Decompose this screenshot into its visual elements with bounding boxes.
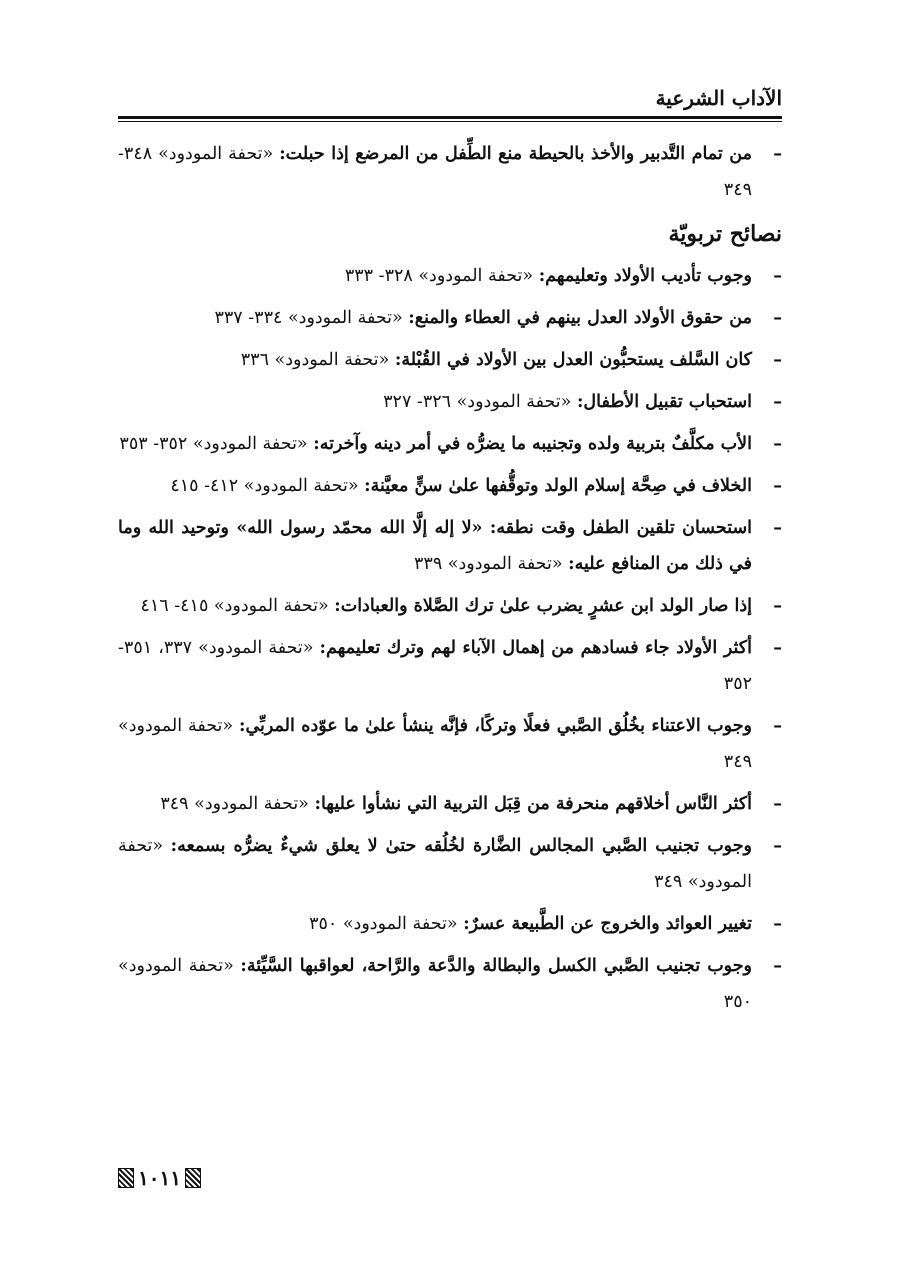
entry-text: وجوب تجنيب الصَّبي الكسل والبطالة والدَّعة والرَّاحة، لعواقبها السَّيِّئة: xyxy=(240,956,752,976)
index-entry xyxy=(118,258,782,294)
index-entry xyxy=(118,300,782,336)
entry-reference: «تحفة المودود» ٣٣٩ xyxy=(414,554,563,574)
entry-text: وجوب تأديب الأولاد وتعليمهم: xyxy=(538,266,752,286)
entry-dash: – xyxy=(773,716,782,736)
index-entry xyxy=(118,510,782,582)
entry-reference: «تحفة المودود» ٣٣٦ xyxy=(240,350,390,370)
ornament-icon xyxy=(118,1168,134,1188)
index-entry xyxy=(118,630,782,702)
section-title: نصائح تربويّة xyxy=(668,221,782,247)
entry-text: الخلاف في صِحَّة إسلام الولد وتوقُّفها علىٰ سنٍّ معيَّنة: xyxy=(364,476,752,496)
entry-dash: – xyxy=(773,392,782,412)
entry-dash: – xyxy=(773,794,782,814)
header-rule-thin xyxy=(118,121,782,122)
entry-text: استحباب تقبيل الأطفال: xyxy=(576,392,752,412)
entry-dash: – xyxy=(773,308,782,328)
entry-dash: – xyxy=(773,914,782,934)
index-entry xyxy=(118,948,782,1020)
index-entry xyxy=(118,468,782,504)
page xyxy=(118,84,782,1192)
entry-text: إذا صار الولد ابن عشرٍ يضرب علىٰ ترك الصَّلاة والعبادات: xyxy=(334,596,752,616)
entry-dash: – xyxy=(773,144,782,164)
index-entry xyxy=(118,384,782,420)
index-entry xyxy=(118,906,782,942)
header-rule-thick xyxy=(118,116,782,119)
index-entry xyxy=(118,708,782,780)
entry-text: وجوب تجنيب الصَّبي المجالس الضَّارة لخُلُقه حتىٰ لا يعلق شيءٌ يضرُّه بسمعه: xyxy=(170,836,752,856)
entry-dash: – xyxy=(773,836,782,856)
page-number xyxy=(118,1166,201,1190)
entry-reference: «تحفة المودود» ٤١٥- ٤١٦ xyxy=(140,596,329,616)
entry-dash: – xyxy=(773,638,782,658)
ornament-icon xyxy=(185,1168,201,1188)
entry-text: تغيير العوائد والخروج عن الطَّبيعة عسرٌ: xyxy=(463,914,752,934)
entry-dash: – xyxy=(773,956,782,976)
entry-reference: «تحفة المودود» ٣٥٢- ٣٥٣ xyxy=(119,434,308,454)
page-number-text: ١٠١١ xyxy=(138,1166,181,1190)
index-entry xyxy=(118,786,782,822)
entry-dash: – xyxy=(773,350,782,370)
entry-reference: «تحفة المودود» ٣٥٠ xyxy=(309,914,458,934)
entry-reference: «تحفة المودود» ٣٤٩ xyxy=(118,716,752,772)
index-entry xyxy=(118,342,782,378)
index-entry xyxy=(118,136,782,208)
entry-text: أكثر الأولاد جاء فسادهم من إهمال الآباء لهم وترك تعليمهم: xyxy=(319,638,752,658)
entry-reference: «تحفة المودود» ٣٤٩ xyxy=(118,836,752,892)
entry-list xyxy=(118,258,782,1020)
entry-text: كان السَّلف يستحبُّون العدل بين الأولاد في القُبْلة: xyxy=(394,350,752,370)
entry-reference: «تحفة المودود» ٣٢٦- ٣٢٧ xyxy=(383,392,572,412)
entry-reference: «تحفة المودود» ٤١٢- ٤١٥ xyxy=(170,476,359,496)
entry-dash: – xyxy=(773,596,782,616)
entry-reference: «تحفة المودود» ٣٢٨- ٣٣٣ xyxy=(344,266,534,286)
index-entries xyxy=(118,136,782,1020)
entry-dash: – xyxy=(773,476,782,496)
entry-reference: «تحفة المودود» ٣٤٩ xyxy=(160,794,309,814)
entry-dash: – xyxy=(773,434,782,454)
entry-dash: – xyxy=(773,518,782,538)
index-entry xyxy=(118,588,782,624)
entry-reference: «تحفة المودود» ٣٥٠ xyxy=(118,956,752,1012)
running-head: الآداب الشرعية xyxy=(655,86,782,110)
index-entry xyxy=(118,426,782,462)
entry-text: الأب مكلَّفٌ بتربية ولده وتجنيبه ما يضرُّه في أمر دينه وآخرته: xyxy=(313,434,752,454)
entry-text: من تمام التَّدبير والأخذ بالحيطة منع الطِّفل من المرضع إذا حبلت: xyxy=(279,144,752,164)
entry-reference: «تحفة المودود» ٣٣٤- ٣٣٧ xyxy=(214,308,403,328)
entry-reference: «تحفة المودود» ٣٤٨- ٣٤٩ xyxy=(118,144,752,200)
entry-text: وجوب الاعتناء بخُلُق الصَّبي فعلًا وتركًا، فإنَّه ينشأ علىٰ ما عوّده المربِّي: xyxy=(238,716,752,736)
entry-text: من حقوق الأولاد العدل بينهم في العطاء والمنع: xyxy=(408,308,752,328)
entry-reference: «تحفة المودود» ٣٣٧، ٣٥١- ٣٥٢ xyxy=(118,638,752,694)
index-entry xyxy=(118,828,782,900)
entry-text: أكثر النَّاس أخلاقهم منحرفة من قِبَل التربية التي نشأوا عليها: xyxy=(314,794,752,814)
entry-text: استحسان تلقين الطفل وقت نطقه: «لا إله إلَّا الله محمّد رسول الله» وتوحيد الله وما في ذلك من المنافع عليه: xyxy=(118,518,752,574)
entry-dash: – xyxy=(773,266,782,286)
